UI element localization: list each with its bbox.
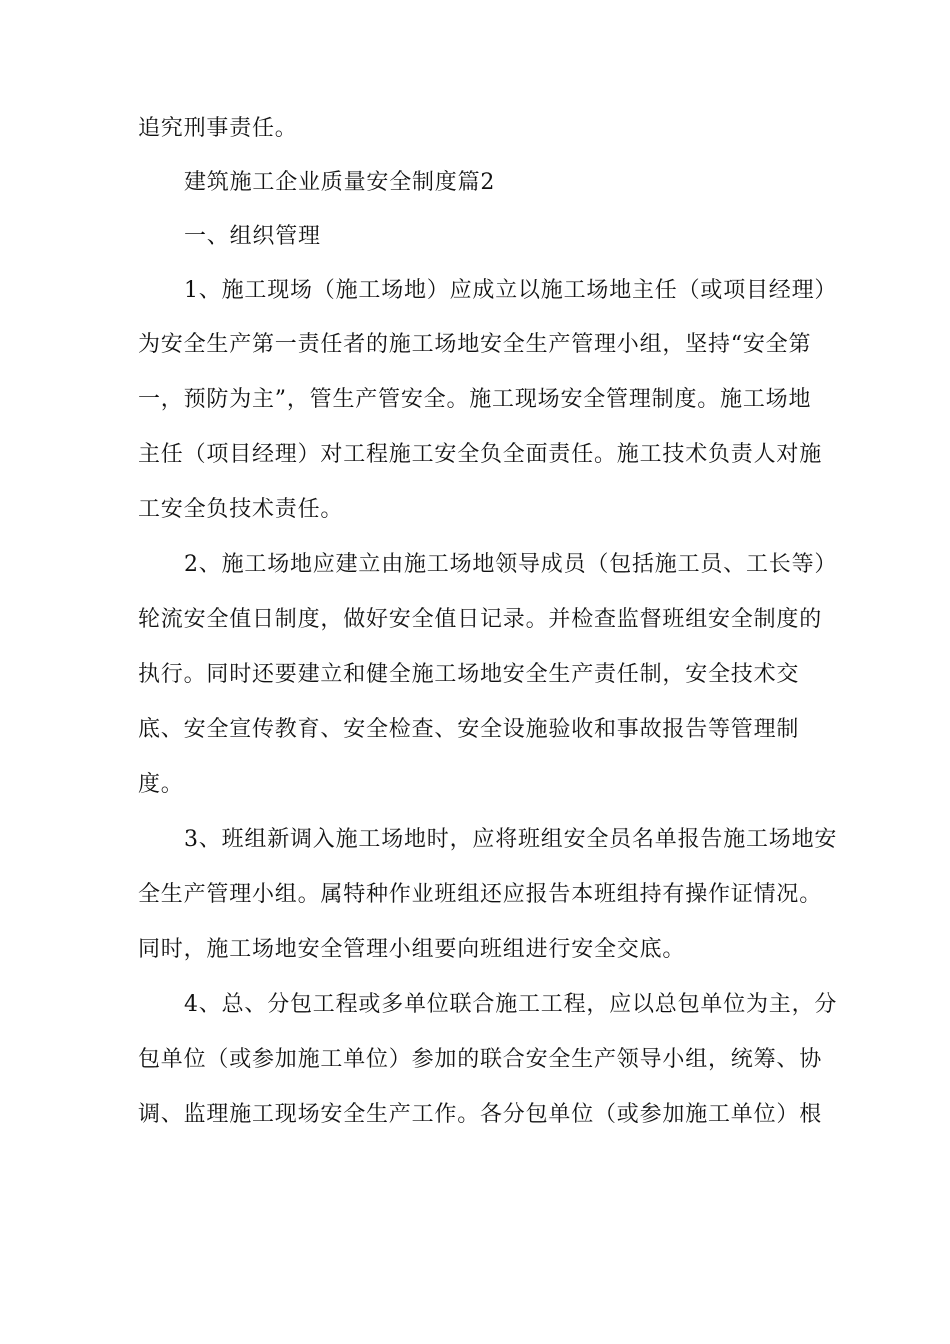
paragraph-2-line: 底、安全宣传教育、安全检查、安全设施验收和事故报告等管理制 <box>138 717 800 742</box>
section-heading: 建筑施工企业质量安全制度篇2 <box>184 170 496 195</box>
paragraph-4-line: 4、总、分包工程或多单位联合施工工程，应以总包单位为主，分 <box>184 992 838 1017</box>
paragraph-4-line: 包单位（或参加施工单位）参加的联合安全生产领导小组，统筹、协 <box>138 1047 823 1072</box>
paragraph-2-line: 2、施工场地应建立由施工场地领导成员（包括施工员、工长等） <box>184 552 838 577</box>
paragraph-3-line: 同时，施工场地安全管理小组要向班组进行安全交底。 <box>138 937 686 962</box>
paragraph-1-line: 1、施工现场（施工场地）应成立以施工场地主任（或项目经理） <box>184 278 838 303</box>
paragraph-2-line: 度。 <box>138 772 184 797</box>
subsection-heading: 一、组织管理 <box>184 224 321 249</box>
paragraph-2-line: 轮流安全值日制度，做好安全值日记录。并检查监督班组安全制度的 <box>138 607 823 632</box>
paragraph-4-line: 调、监理施工现场安全生产工作。各分包单位（或参加施工单位）根 <box>138 1102 823 1127</box>
paragraph-1-line: 工安全负技术责任。 <box>138 497 344 522</box>
paragraph-3-line: 全生产管理小组。属特种作业班组还应报告本班组持有操作证情况。 <box>138 882 823 907</box>
paragraph-2-line: 执行。同时还要建立和健全施工场地安全生产责任制，安全技术交 <box>138 662 800 687</box>
text-line: 追究刑事责任。 <box>138 116 298 141</box>
paragraph-1-line: 为安全生产第一责任者的施工场地安全生产管理小组，坚持“安全第 <box>138 332 812 357</box>
paragraph-1-line: 一，预防为主”，管生产管安全。施工现场安全管理制度。施工场地 <box>138 387 812 412</box>
paragraph-1-line: 主任（项目经理）对工程施工安全负全面责任。施工技术负责人对施 <box>138 442 823 467</box>
paragraph-3-line: 3、班组新调入施工场地时，应将班组安全员名单报告施工场地安 <box>184 827 838 852</box>
